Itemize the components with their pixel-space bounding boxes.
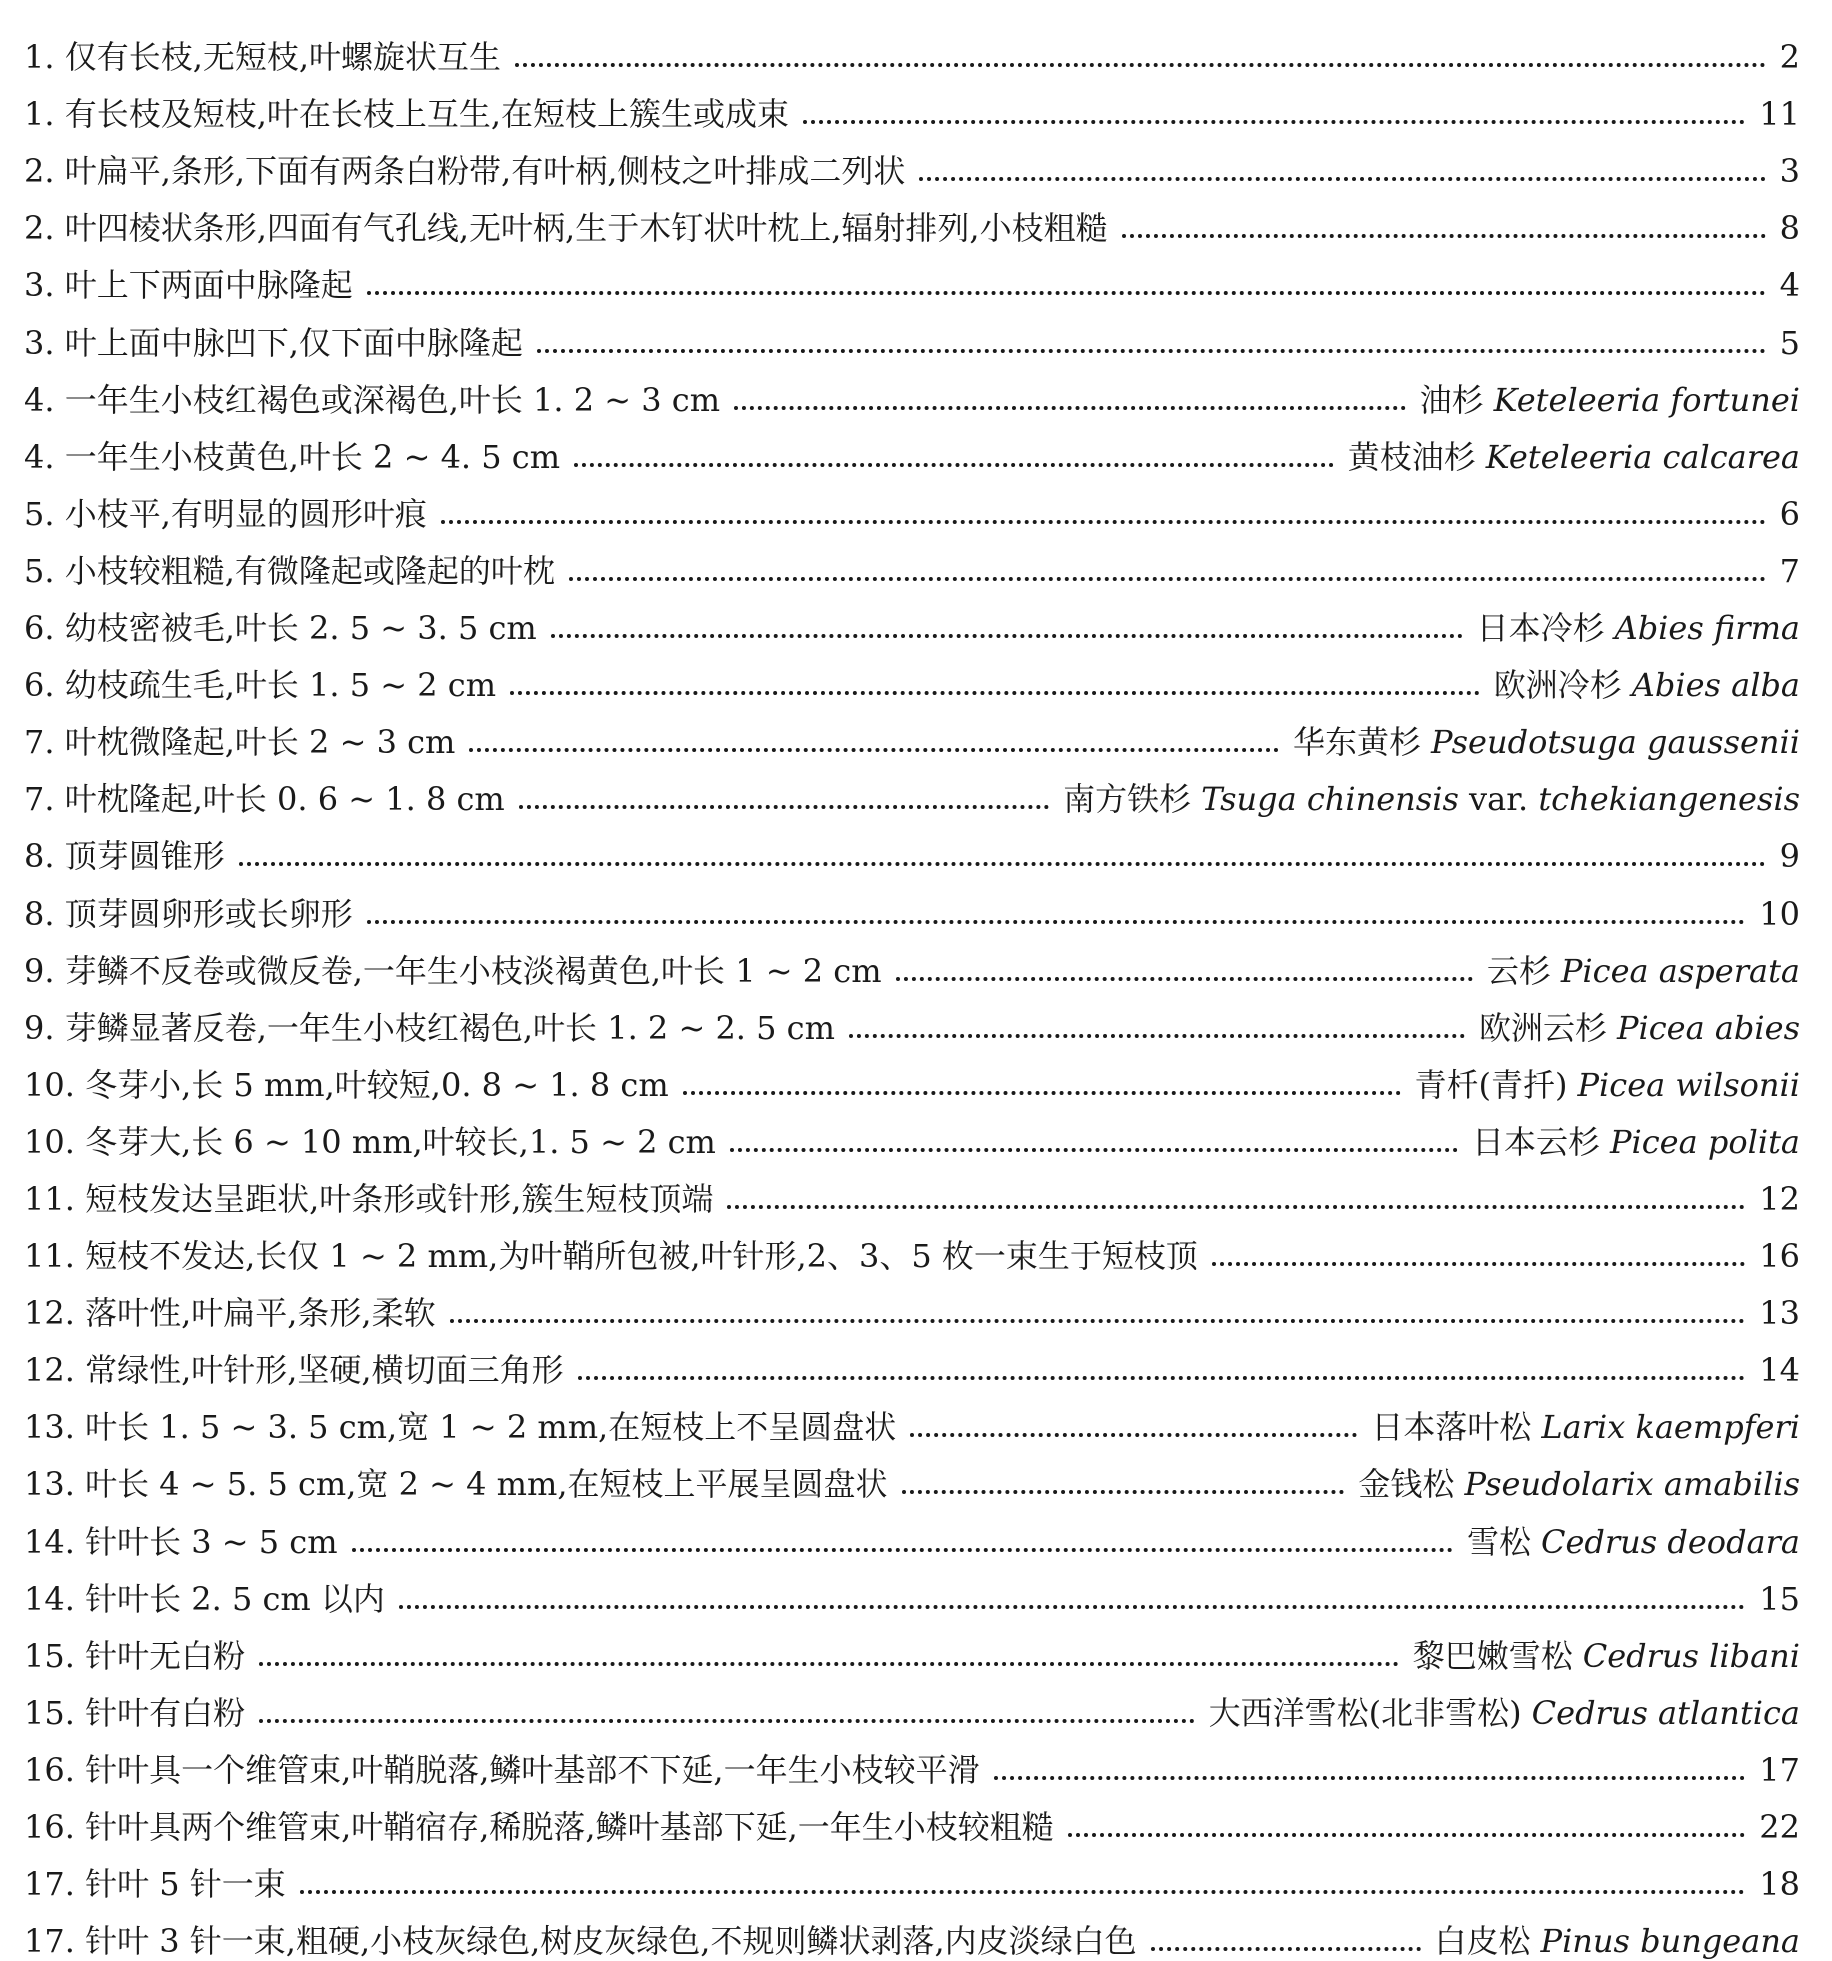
dot-leader	[399, 1605, 1745, 1609]
key-row	[24, 1333, 1800, 1390]
key-result	[1479, 1008, 1800, 1048]
key-couplet-text: 10. 冬芽大,长 6 ~ 10 mm,叶较长,1. 5 ~ 2 cm	[24, 1122, 716, 1161]
key-row	[24, 248, 1800, 305]
dot-leader	[537, 349, 1766, 353]
key-result	[1759, 1179, 1800, 1219]
key-row	[24, 762, 1800, 819]
species-chinese-name: 黎巴嫩雪松	[1412, 1636, 1573, 1675]
key-couplet-text: 17. 针叶 3 针一束,粗硬,小枝灰绿色,树皮灰绿色,不规则鳞状剥落,内皮淡绿白色	[24, 1922, 1137, 1961]
key-couplet-text: 6. 幼枝疏生毛,叶长 1. 5 ~ 2 cm	[24, 666, 497, 705]
key-result	[1759, 1750, 1800, 1790]
species-chinese-name: 华东黄杉	[1292, 723, 1421, 762]
dot-leader	[683, 1091, 1401, 1095]
dot-leader	[239, 862, 1766, 866]
species-chinese-name: 金钱松	[1358, 1465, 1455, 1504]
goto-number: 11	[1759, 95, 1800, 134]
key-row	[24, 819, 1800, 876]
key-couplet-text: 3. 叶上下两面中脉隆起	[24, 266, 353, 305]
key-row	[24, 1904, 1800, 1961]
key-couplet-text: 2. 叶四棱状条形,四面有气孔线,无叶柄,生于木钉状叶枕上,辐射排列,小枝粗糙	[24, 209, 1108, 248]
goto-number: 6	[1779, 494, 1800, 533]
dot-leader	[1212, 1262, 1745, 1266]
dot-leader	[578, 1376, 1746, 1380]
dot-leader	[730, 1148, 1458, 1152]
key-result	[1780, 151, 1800, 191]
dot-leader	[510, 691, 1480, 695]
species-chinese-name: 日本云杉	[1471, 1122, 1600, 1161]
key-couplet-text: 5. 小枝平,有明显的圆形叶痕	[24, 494, 427, 533]
species-scientific-name: Picea polita	[1609, 1122, 1800, 1161]
key-result	[1293, 722, 1800, 762]
key-couplet-text: 7. 叶枕微隆起,叶长 2 ~ 3 cm	[24, 723, 456, 762]
key-result	[1780, 265, 1800, 305]
key-result	[1759, 1293, 1800, 1333]
key-row	[24, 363, 1800, 420]
key-row	[24, 305, 1800, 362]
goto-number: 12	[1759, 1179, 1800, 1218]
key-row	[24, 1847, 1800, 1904]
species-chinese-name: 白皮松	[1434, 1922, 1531, 1961]
key-couplet-text: 5. 小枝较粗糙,有微隆起或隆起的叶枕	[24, 551, 555, 590]
key-row	[24, 1219, 1800, 1276]
key-result	[1780, 37, 1800, 77]
key-couplet-text: 16. 针叶具两个维管束,叶鞘宿存,稀脱落,鳞叶基部下延,一年生小枝较粗糙	[24, 1808, 1054, 1846]
key-couplet-text: 11. 短枝发达呈距状,叶条形或针形,簇生短枝顶端	[24, 1179, 714, 1218]
key-couplet-text: 10. 冬芽小,长 5 mm,叶较短,0. 8 ~ 1. 8 cm	[24, 1065, 669, 1104]
key-result	[1780, 208, 1800, 248]
species-scientific-name: Keteleeria calcarea	[1485, 437, 1800, 476]
species-chinese-name: 大西洋雪松(北非雪松)	[1208, 1693, 1522, 1732]
key-couplet-text: 11. 短枝不发达,长仅 1 ~ 2 mm,为叶鞘所包被,叶针形,2、3、5 枚一束生于短枝顶	[24, 1237, 1198, 1276]
key-couplet-text: 15. 针叶无白粉	[24, 1636, 246, 1675]
key-row	[24, 1048, 1800, 1105]
key-row	[24, 934, 1800, 991]
key-result	[1348, 437, 1800, 477]
dot-leader	[551, 634, 1463, 638]
species-chinese-name: 欧洲云杉	[1478, 1008, 1607, 1047]
species-scientific-name: Cedrus atlantica	[1531, 1693, 1800, 1732]
variety-abbrev: var.	[1458, 780, 1539, 819]
key-result	[1759, 1807, 1800, 1847]
dot-leader	[519, 805, 1049, 809]
key-result	[1413, 1636, 1800, 1676]
key-row	[24, 1105, 1800, 1162]
key-result	[1780, 494, 1800, 534]
key-result	[1759, 894, 1800, 934]
key-result	[1759, 1864, 1800, 1904]
key-result	[1472, 1122, 1800, 1162]
species-scientific-name: Abies alba	[1631, 666, 1800, 705]
goto-number: 16	[1759, 1237, 1800, 1276]
key-couplet-text: 8. 顶芽圆锥形	[24, 837, 225, 876]
goto-number: 14	[1759, 1351, 1800, 1390]
species-chinese-name: 云杉	[1486, 951, 1551, 990]
dot-leader	[469, 748, 1279, 752]
key-row	[24, 191, 1800, 248]
goto-number: 9	[1779, 837, 1800, 876]
key-couplet-text: 1. 有长枝及短枝,叶在长枝上互生,在短枝上簇生或成束	[24, 95, 790, 134]
dot-leader	[441, 520, 1766, 524]
key-couplet-text: 12. 落叶性,叶扁平,条形,柔软	[24, 1294, 436, 1333]
dot-leader	[1068, 1833, 1746, 1837]
key-couplet-text: 2. 叶扁平,条形,下面有两条白粉带,有叶柄,侧枝之叶排成二列状	[24, 152, 906, 191]
key-row	[24, 991, 1800, 1048]
key-row	[24, 591, 1800, 648]
key-couplet-text: 1. 仅有长枝,无短枝,叶螺旋状互生	[24, 38, 502, 77]
key-result	[1063, 779, 1800, 819]
identification-key	[24, 20, 1800, 1961]
goto-number: 13	[1759, 1294, 1800, 1333]
dot-leader	[352, 1548, 1453, 1552]
species-scientific-name: Keteleeria fortunei	[1493, 380, 1800, 419]
goto-number: 17	[1759, 1750, 1800, 1789]
variety-epithet: tchekiangenesis	[1538, 780, 1800, 819]
species-chinese-name: 油杉	[1419, 380, 1484, 419]
dot-leader	[450, 1319, 1746, 1323]
species-chinese-name: 日本冷杉	[1476, 609, 1605, 648]
species-scientific-name: Cedrus deodara	[1540, 1522, 1800, 1561]
dot-leader	[515, 63, 1766, 67]
key-result	[1494, 665, 1800, 705]
key-result	[1759, 1350, 1800, 1390]
dot-leader	[734, 406, 1406, 410]
goto-number: 3	[1779, 152, 1800, 191]
key-couplet-text: 16. 针叶具一个维管束,叶鞘脱落,鳞叶基部不下延,一年生小枝较平滑	[24, 1750, 980, 1789]
key-result	[1467, 1522, 1800, 1562]
species-scientific-name: Tsuga chinensis	[1201, 780, 1459, 819]
key-row	[24, 876, 1800, 933]
key-couplet-text: 17. 针叶 5 针一束	[24, 1865, 286, 1904]
goto-number: 10	[1759, 894, 1800, 933]
dot-leader	[259, 1662, 1399, 1666]
key-couplet-text: 12. 常绿性,叶针形,坚硬,横切面三角形	[24, 1351, 564, 1390]
goto-number: 15	[1759, 1579, 1800, 1618]
key-row	[24, 705, 1800, 762]
key-couplet-text: 7. 叶枕隆起,叶长 0. 6 ~ 1. 8 cm	[24, 780, 505, 819]
dot-leader	[896, 977, 1473, 981]
species-scientific-name: Pseudolarix amabilis	[1464, 1465, 1800, 1504]
key-couplet-text: 14. 针叶长 2. 5 cm 以内	[24, 1579, 385, 1618]
key-row	[24, 648, 1800, 705]
key-couplet-text: 9. 芽鳞显著反卷,一年生小枝红褐色,叶长 1. 2 ~ 2. 5 cm	[24, 1008, 835, 1047]
key-row	[24, 534, 1800, 591]
key-result	[1420, 380, 1800, 420]
species-scientific-name: Picea abies	[1616, 1008, 1800, 1047]
dot-leader	[910, 1433, 1357, 1437]
species-chinese-name: 青杄(青扦)	[1414, 1065, 1568, 1104]
key-row	[24, 1733, 1800, 1790]
key-row	[24, 1790, 1800, 1847]
dot-leader	[574, 463, 1334, 467]
species-scientific-name: Pseudotsuga gaussenii	[1430, 723, 1800, 762]
key-result	[1358, 1464, 1800, 1504]
key-result	[1780, 836, 1800, 876]
dot-leader	[919, 177, 1765, 181]
species-scientific-name: Picea asperata	[1560, 951, 1800, 990]
goto-number: 18	[1759, 1865, 1800, 1904]
species-chinese-name: 黄枝油杉	[1347, 437, 1476, 476]
key-couplet-text: 6. 幼枝密被毛,叶长 2. 5 ~ 3. 5 cm	[24, 609, 537, 648]
key-couplet-text: 8. 顶芽圆卵形或长卵形	[24, 894, 353, 933]
dot-leader	[259, 1719, 1195, 1723]
key-row	[24, 1562, 1800, 1619]
key-couplet-text: 4. 一年生小枝黄色,叶长 2 ~ 4. 5 cm	[24, 437, 561, 476]
key-couplet-text: 9. 芽鳞不反卷或微反卷,一年生小枝淡褐黄色,叶长 1 ~ 2 cm	[24, 951, 882, 990]
key-couplet-text: 13. 叶长 4 ~ 5. 5 cm,宽 2 ~ 4 mm,在短枝上平展呈圆盘状	[24, 1465, 888, 1504]
key-row	[24, 1162, 1800, 1219]
dot-leader	[902, 1490, 1345, 1494]
goto-number: 2	[1779, 38, 1800, 77]
species-chinese-name: 欧洲冷杉	[1493, 666, 1622, 705]
key-row	[24, 134, 1800, 191]
key-result	[1780, 551, 1800, 591]
species-scientific-name: Pinus bungeana	[1540, 1922, 1800, 1961]
key-result	[1759, 1579, 1800, 1619]
dot-leader	[803, 120, 1745, 124]
key-row	[24, 1504, 1800, 1561]
goto-number: 8	[1779, 209, 1800, 248]
dot-leader	[367, 291, 1766, 295]
species-chinese-name: 日本落叶松	[1371, 1408, 1532, 1447]
key-row	[24, 1676, 1800, 1733]
species-scientific-name: Abies firma	[1614, 609, 1800, 648]
key-row	[24, 1447, 1800, 1504]
goto-number: 22	[1759, 1808, 1800, 1846]
dot-leader	[994, 1776, 1746, 1780]
species-scientific-name: Picea wilsonii	[1577, 1065, 1800, 1104]
key-result	[1209, 1693, 1800, 1733]
key-result	[1759, 94, 1800, 134]
dot-leader	[727, 1205, 1745, 1209]
key-couplet-text: 4. 一年生小枝红褐色或深褐色,叶长 1. 2 ~ 3 cm	[24, 380, 721, 419]
key-result	[1371, 1407, 1800, 1447]
species-scientific-name: Larix kaempferi	[1541, 1408, 1800, 1447]
key-row	[24, 77, 1800, 134]
dot-leader	[367, 920, 1746, 924]
goto-number: 4	[1779, 266, 1800, 305]
species-chinese-name: 雪松	[1466, 1522, 1531, 1561]
key-row	[24, 1390, 1800, 1447]
goto-number: 7	[1779, 551, 1800, 590]
key-result	[1759, 1236, 1800, 1276]
key-result	[1435, 1921, 1800, 1961]
key-result	[1477, 608, 1800, 648]
key-couplet-text: 15. 针叶有白粉	[24, 1693, 246, 1732]
dot-leader	[1151, 1947, 1421, 1951]
key-row	[24, 477, 1800, 534]
key-row	[24, 1276, 1800, 1333]
species-scientific-name: Cedrus libani	[1582, 1636, 1800, 1675]
key-couplet-text: 14. 针叶长 3 ~ 5 cm	[24, 1522, 338, 1561]
species-chinese-name: 南方铁杉	[1063, 780, 1192, 819]
key-couplet-text: 3. 叶上面中脉凹下,仅下面中脉隆起	[24, 323, 523, 362]
key-row	[24, 1619, 1800, 1676]
key-result	[1487, 951, 1800, 991]
key-row	[24, 20, 1800, 77]
key-result	[1415, 1065, 1800, 1105]
dot-leader	[1122, 234, 1766, 238]
key-result	[1780, 323, 1800, 363]
key-row	[24, 420, 1800, 477]
key-couplet-text: 13. 叶长 1. 5 ~ 3. 5 cm,宽 1 ~ 2 mm,在短枝上不呈圆盘状	[24, 1408, 897, 1447]
dot-leader	[569, 577, 1766, 581]
dot-leader	[300, 1890, 1746, 1894]
goto-number: 5	[1779, 323, 1800, 362]
dot-leader	[849, 1034, 1465, 1038]
